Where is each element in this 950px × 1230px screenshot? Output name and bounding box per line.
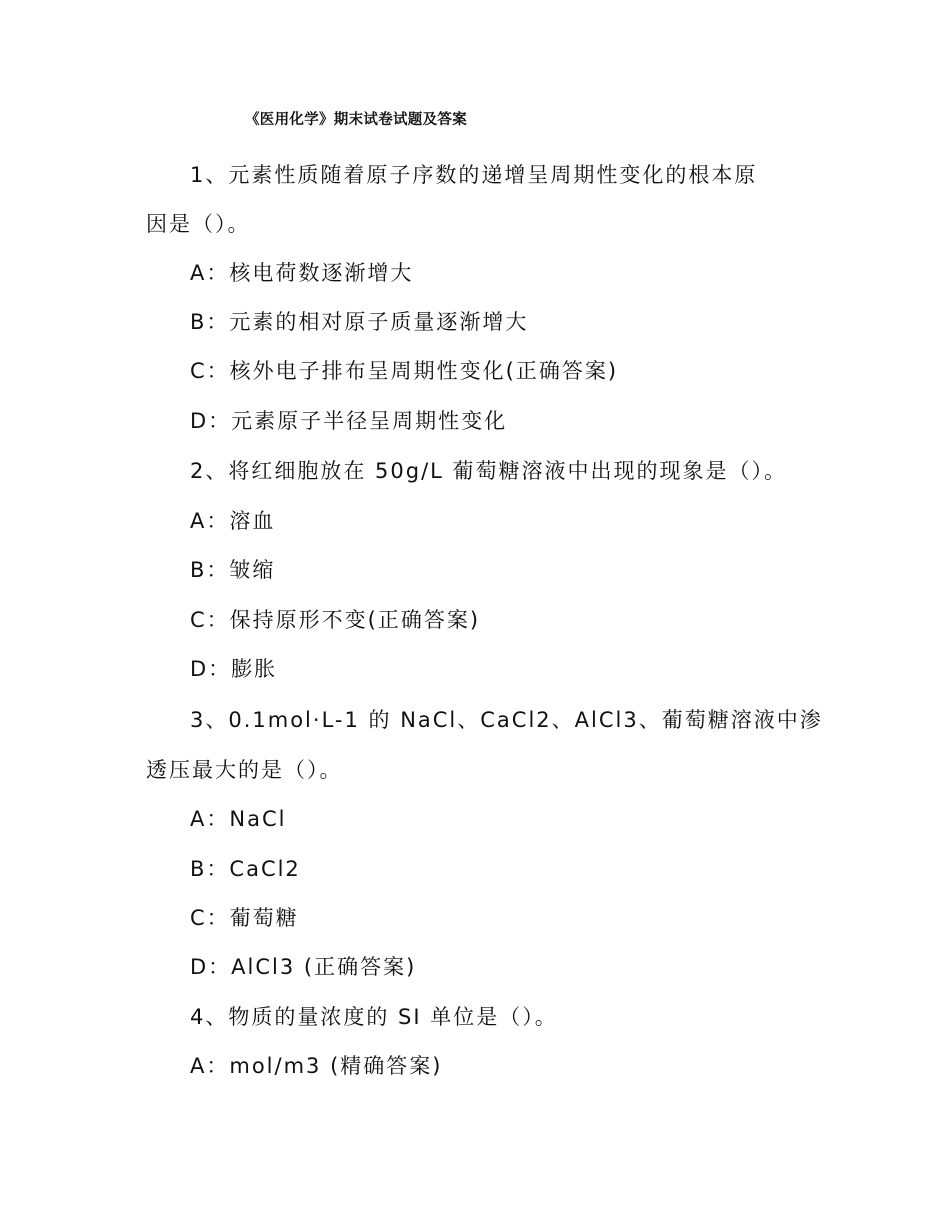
question-1-text-continued: 因是（）。 — [146, 212, 251, 236]
question-2-option-d: D：膨胀 — [190, 657, 278, 681]
question-2-text: 2、将红细胞放在 50g/L 葡萄糖溶液中出现的现象是（）。 — [190, 459, 788, 483]
document-title: 《医用化学》期末试卷试题及答案 — [245, 112, 467, 128]
question-4-option-a: A：mol/m3 (精确答案) — [190, 1054, 443, 1078]
question-2-option-a: A：溶血 — [190, 509, 276, 533]
question-2-option-b: B：皱缩 — [190, 558, 276, 582]
question-1-option-a: A：核电荷数逐渐增大 — [190, 261, 414, 285]
question-3-option-b: B：CaCl2 — [190, 857, 301, 881]
question-1-option-c: C：核外电子排布呈周期性变化(正确答案) — [190, 359, 619, 383]
question-2-option-c: C：保持原形不变(正确答案) — [190, 608, 481, 632]
question-3-option-c: C：葡萄糖 — [190, 906, 299, 930]
question-3-text: 3、0.1mol·L-1 的 NaCl、CaCl2、AlCl3、葡萄糖溶液中渗 — [190, 708, 823, 732]
question-3-text-continued: 透压最大的是（）。 — [146, 758, 343, 782]
question-1-option-d: D：元素原子半径呈周期性变化 — [190, 409, 508, 433]
question-4-text: 4、物质的量浓度的 SI 单位是（）。 — [190, 1005, 558, 1029]
question-3-option-a: A：NaCl — [190, 807, 287, 831]
question-3-option-d: D：AlCl3 (正确答案) — [190, 955, 417, 979]
question-1-text: 1、元素性质随着原子序数的递增呈周期性变化的根本原 — [190, 163, 758, 187]
question-1-option-b: B：元素的相对原子质量逐渐增大 — [190, 310, 529, 334]
